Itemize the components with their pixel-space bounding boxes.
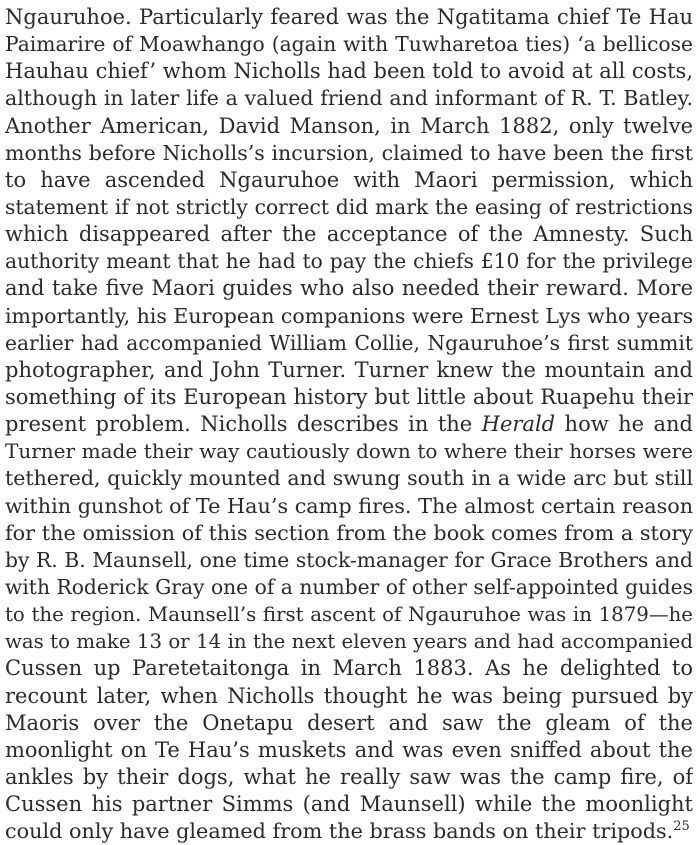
- text-line-11: and take five Maori guides who also needed their reward. More: [5, 276, 693, 301]
- text-line-2: Paimarire of Moawhango (again with Tuwharetoa ties) ‘a bellicose: [5, 32, 693, 57]
- text-line-9: which disappeared after the acceptance of the Amnesty. Such: [5, 222, 693, 247]
- text-line-21: by R. B. Maunsell, one time stock-manager for Grace Brothers and: [5, 547, 693, 572]
- text-line-29: ankles by their dogs, what he really saw was the camp fire, of: [5, 764, 693, 789]
- book-page-text: [5, 4, 693, 845]
- text-line-17: Turner made their way cautiously down to where their horses were: [5, 439, 693, 464]
- text-line-23: to the region. Maunsell’s first ascent of Ngauruhoe was in 1879—he: [5, 603, 693, 627]
- text-line-31-body: could only have gleamed from the brass bands on their tripods.: [5, 819, 674, 844]
- footnote-marker: 25: [673, 819, 690, 835]
- text-line-16-end: how he and: [555, 412, 693, 437]
- text-line-1: Ngauruhoe. Particularly feared was the Ngatitama chief Te Hau: [5, 5, 693, 29]
- text-line-4: although in later life a valued friend and informant of R. T. Batley.: [5, 86, 693, 111]
- text-line-27: Maoris over the Onetapu desert and saw the gleam of the: [5, 710, 693, 735]
- text-line-25: Cussen up Paretetaitonga in March 1883. As he delighted to: [5, 656, 693, 681]
- text-line-24: was to make 13 or 14 in the next eleven years and had accompanied: [5, 630, 693, 654]
- text-line-28: moonlight on Te Hau’s muskets and was even sniffed about the: [5, 737, 693, 762]
- text-line-12: importantly, his European companions were Ernest Lys who years: [5, 303, 693, 328]
- text-line-13: earlier had accompanied William Collie, Ngauruhoe’s first summit: [5, 330, 693, 355]
- text-line-3: Hauhau chief’ whom Nicholls had been told to avoid at all costs,: [5, 59, 693, 84]
- text-line-30: Cussen his partner Simms (and Maunsell) while the moonlight: [5, 792, 693, 817]
- text-line-5: Another American, David Manson, in March 1882, only twelve: [5, 113, 693, 138]
- text-line-6: months before Nicholls’s incursion, claimed to have been the first: [5, 140, 693, 165]
- text-line-14: photographer, and John Turner. Turner knew the mountain and: [5, 357, 693, 382]
- text-line-22: with Roderick Gray one of a number of other self-appointed guides: [5, 574, 693, 599]
- text-line-16-start: present problem. Nicholls describes in the: [5, 412, 482, 437]
- text-line-18: tethered, quickly mounted and swung south in a wide arc but still: [5, 466, 693, 491]
- text-line-31: [5, 818, 693, 845]
- text-line-16: [5, 411, 693, 438]
- text-line-19: within gunshot of Te Hau’s camp fires. The almost certain reason: [5, 493, 693, 518]
- text-line-10: authority meant that he had to pay the chiefs £10 for the privilege: [5, 249, 693, 274]
- text-line-7: to have ascended Ngauruhoe with Maori permission, which: [5, 167, 693, 192]
- text-line-26: recount later, when Nicholls thought he was being pursued by: [5, 683, 693, 708]
- text-line-15: something of its European history but little about Ruapehu their: [5, 384, 693, 409]
- text-line-20: for the omission of this section from the book comes from a story: [5, 520, 693, 545]
- herald-title: Herald: [481, 412, 556, 437]
- text-line-8: statement if not strictly correct did mark the easing of restrictions: [5, 194, 693, 219]
